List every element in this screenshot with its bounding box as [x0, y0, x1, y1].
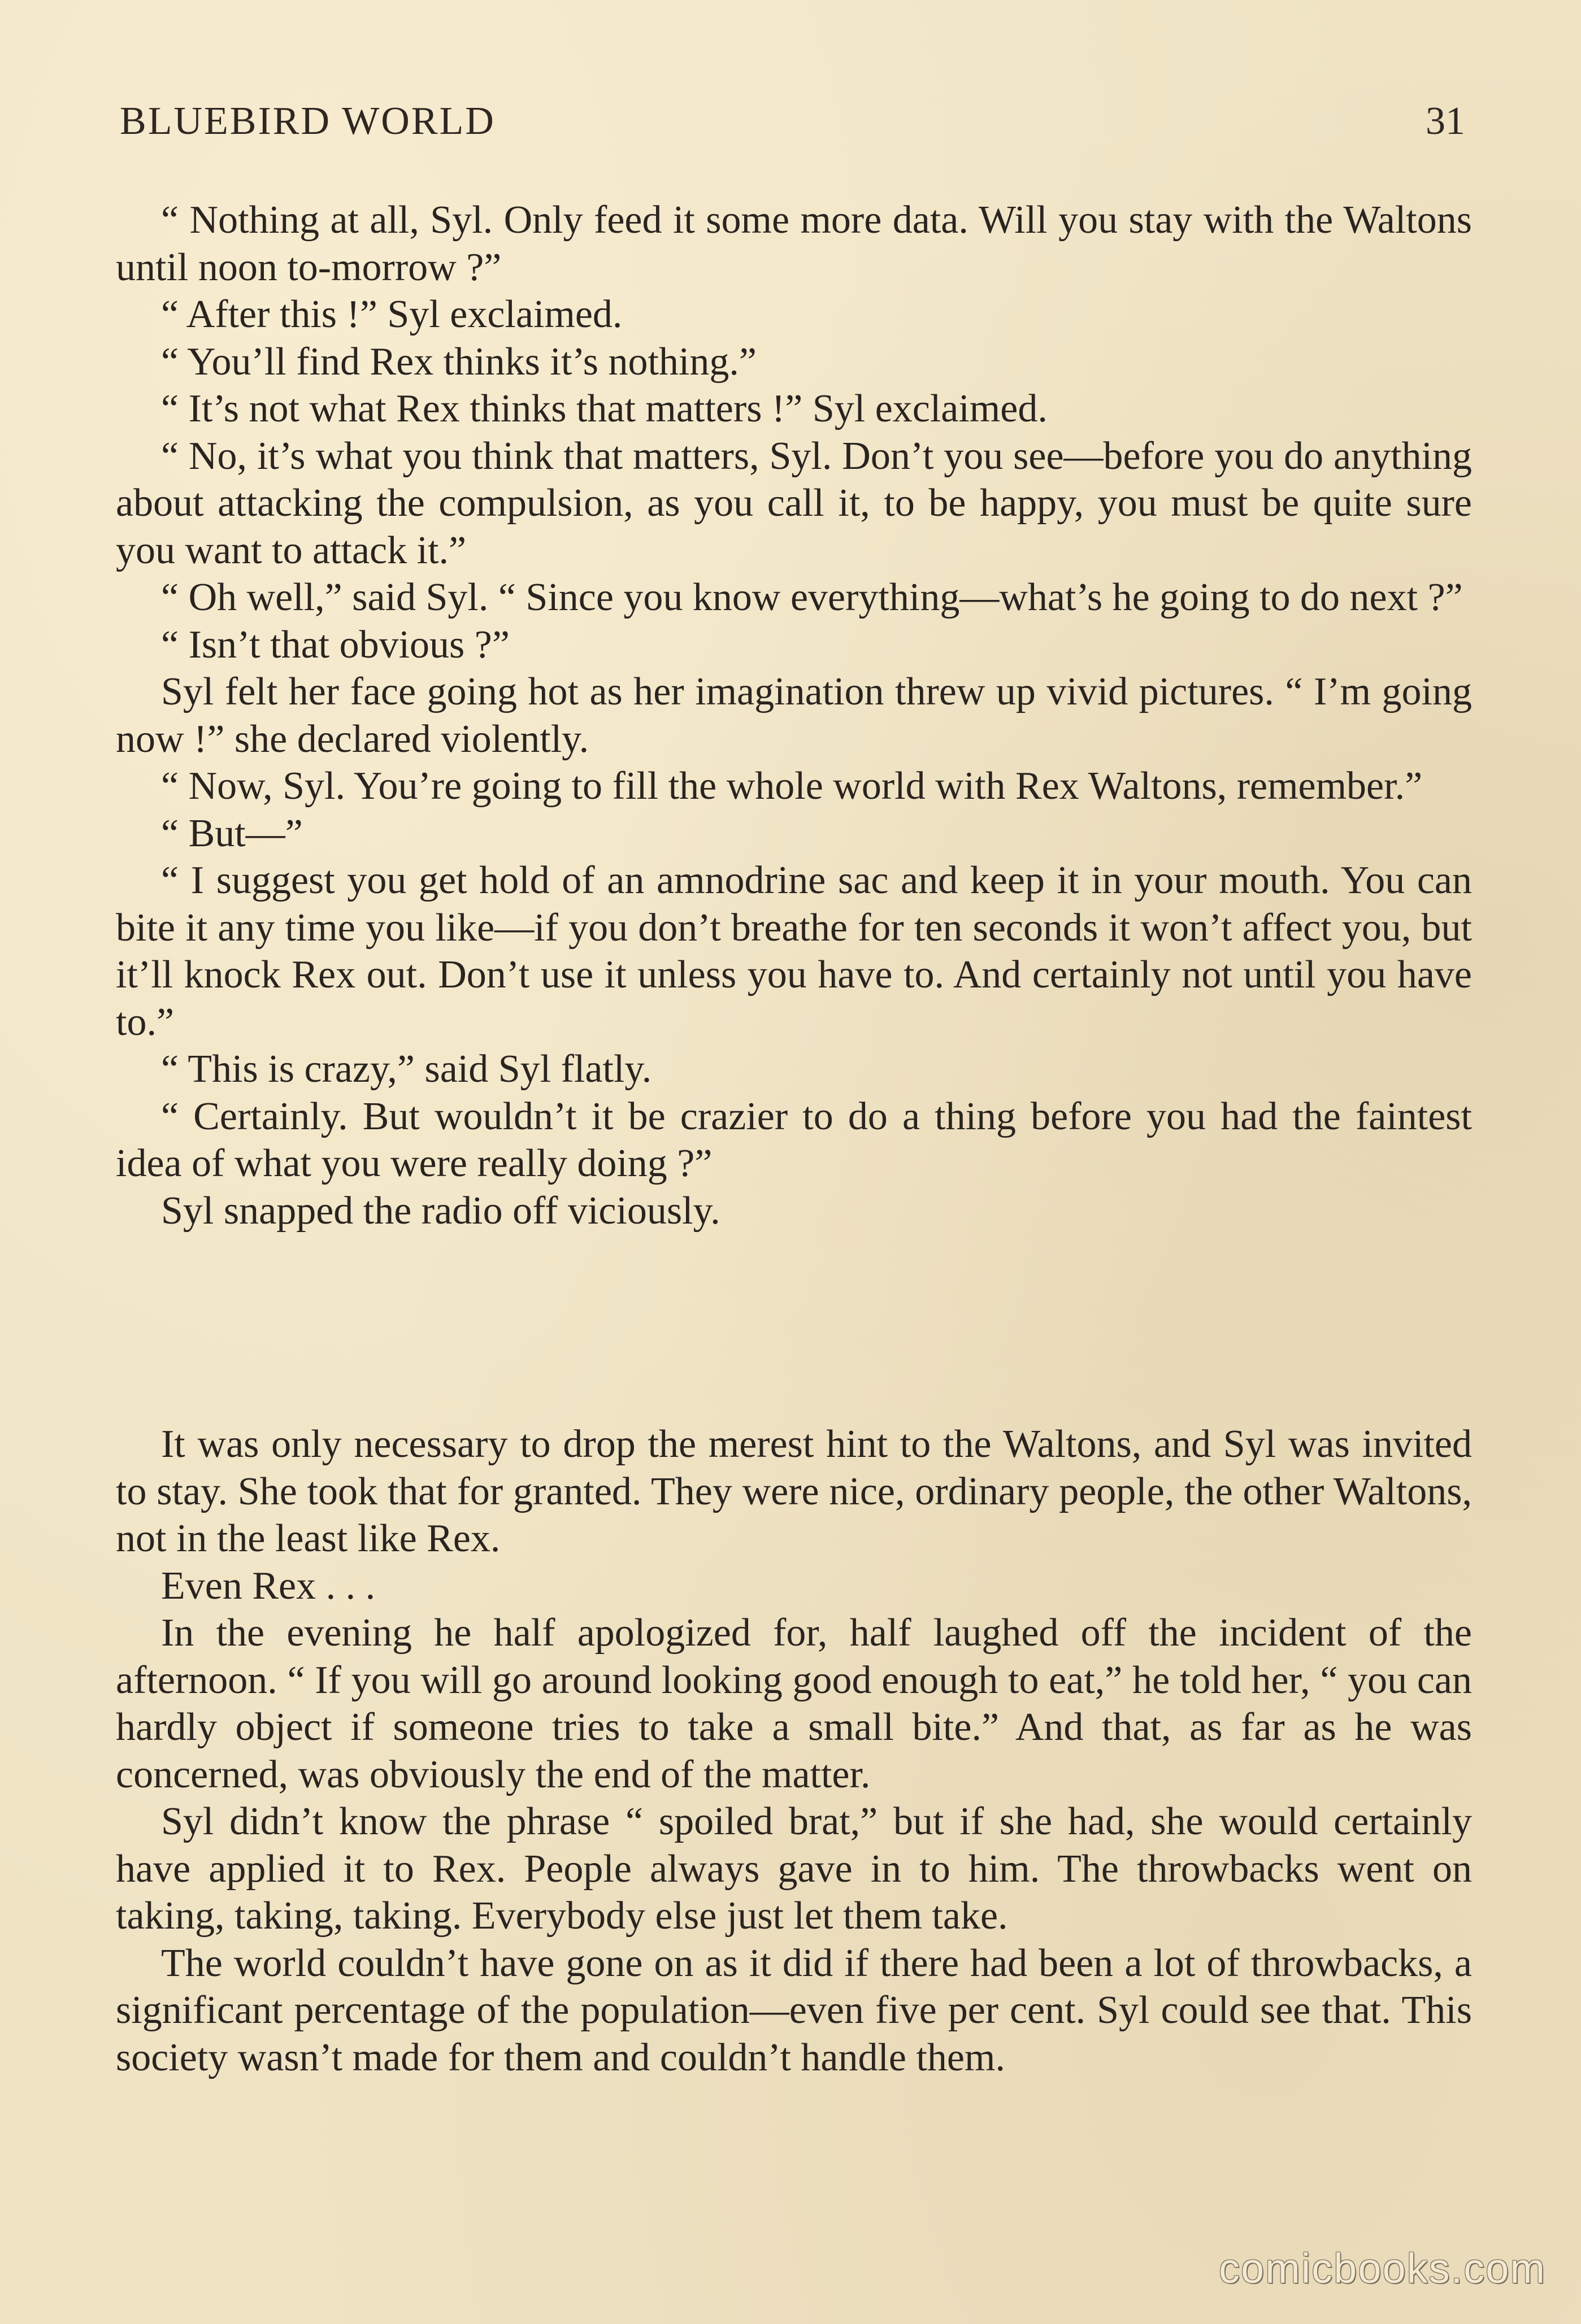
paragraph: “ After this !” Syl exclaimed. [161, 293, 623, 336]
paragraph: “ No, it’s what you think that matters, Syl. Don’t you see—before you do anything about attacking the compulsion, as you call it, to be happy, you must be quite sure you want to attack it.” [116, 434, 1472, 572]
paragraph: “ But—” [161, 811, 303, 855]
paragraph: “ Nothing at all, Syl. Only feed it some more data. Will you stay with the Waltons until noon to-morrow ?” [116, 198, 1472, 289]
paragraph: Syl felt her face going hot as her imagination threw up vivid pictures. “ I’m going now !” she declared violently. [116, 670, 1472, 761]
paragraph: “ It’s not what Rex thinks that matters !” Syl exclaimed. [161, 387, 1048, 430]
running-head-title: BLUEBIRD WORLD [120, 99, 496, 143]
paragraph: “ I suggest you get hold of an amnodrine sac and keep it in your mouth. You can bite it any time you like—if you don’t breathe for ten seconds it won’t affect you, but it’ll knock Rex out. Don’t use it unless you have to. And certainly not until you have to.” [116, 859, 1472, 1044]
running-head [120, 99, 1465, 150]
paragraph: It was only necessary to drop the merest hint to the Waltons, and Syl was invited to stay. She took that for granted. They were nice, ordinary people, the other Waltons, not in the least like Rex. [116, 1422, 1472, 1560]
paragraph: “ Isn’t that obvious ?” [161, 623, 510, 667]
paragraph: Syl snapped the radio off viciously. [161, 1189, 720, 1233]
paragraph: In the evening he half apologized for, half laughed off the incident of the afternoon. “ If you will go around looking good enough to eat,” he told her, “ you can hardly object if someone tries to take a small bite.” And that, as far as he was concerned, was obviously the end of the matter. [116, 1611, 1472, 1796]
paragraph: “ You’ll find Rex thinks it’s nothing.” [161, 340, 757, 384]
paragraph: Syl didn’t know the phrase “ spoiled brat,” but if she had, she would certainly have applied it to Rex. People always gave in to him. The throwbacks went on taking, taking, taking. Everybody else just let them take. [116, 1800, 1472, 1938]
paragraph: “ This is crazy,” said Syl flatly. [161, 1047, 652, 1091]
paragraph: “ Now, Syl. You’re going to fill the whole world with Rex Waltons, remember.” [161, 764, 1423, 808]
paragraph: Even Rex . . . [161, 1564, 376, 1608]
paragraph: “ Certainly. But wouldn’t it be crazier to do a thing before you had the faintest idea of what you were really doing ?” [116, 1094, 1472, 1185]
paragraph: “ Oh well,” said Syl. “ Since you know everything—what’s he going to do next ?” [161, 576, 1463, 619]
watermark: comicbooks.com [1218, 2245, 1546, 2292]
paragraph: The world couldn’t have gone on as it did if there had been a lot of throwbacks, a significant percentage of the population—even five per cent. Syl could see that. This society wasn’t made for them and couldn’t handle them. [116, 1941, 1472, 2079]
text-section-narrative [116, 1421, 1472, 2081]
page-number: 31 [1426, 99, 1465, 143]
text-section-dialogue [116, 197, 1472, 1234]
